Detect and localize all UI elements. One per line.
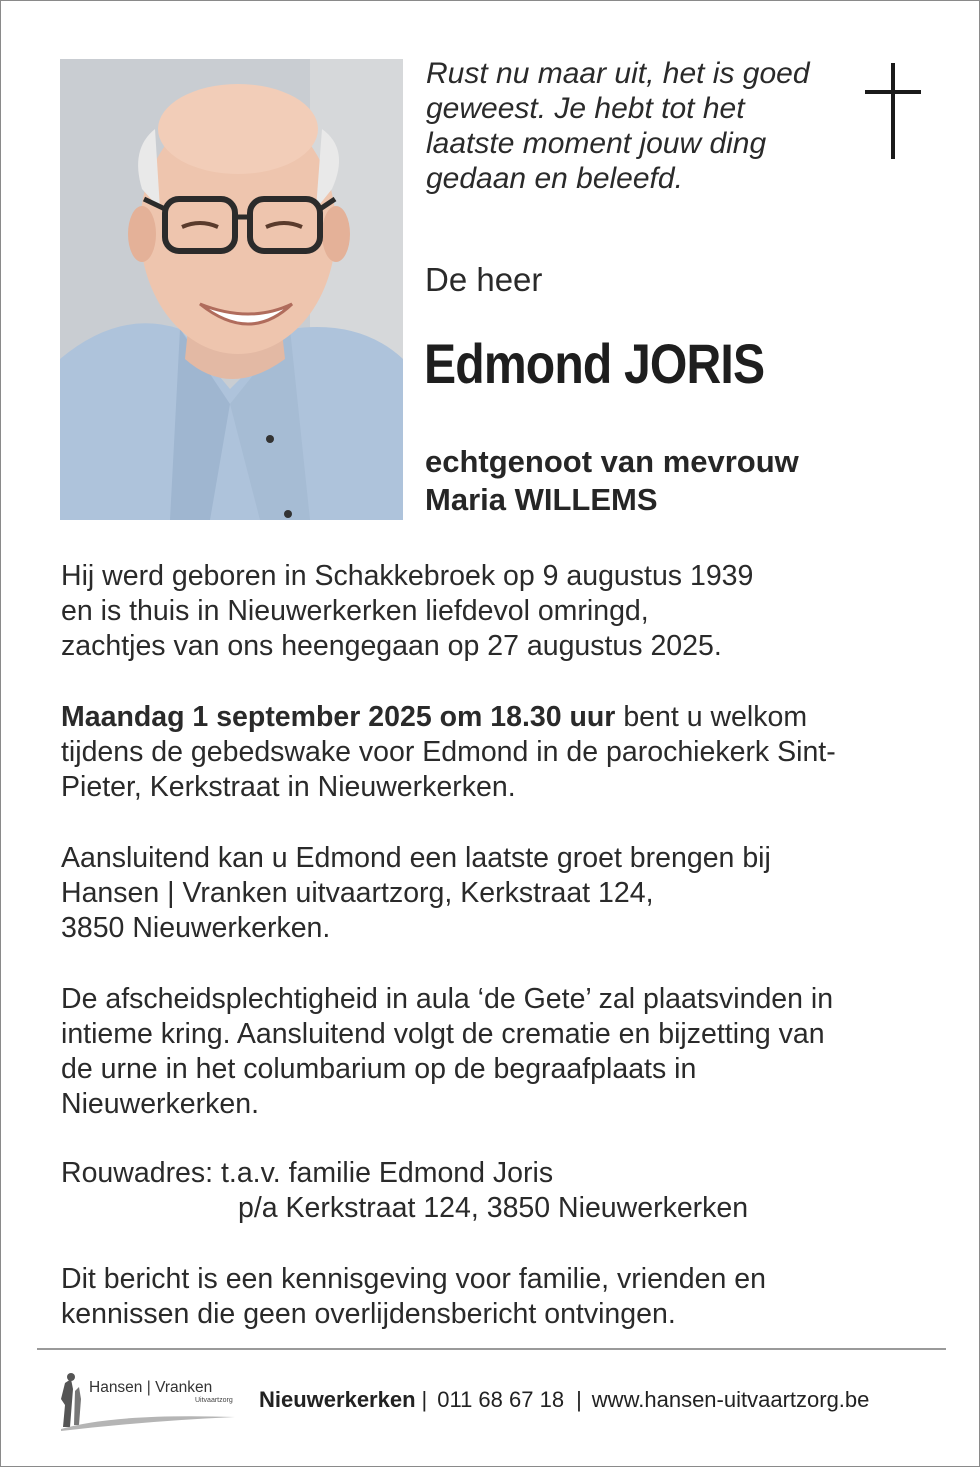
spouse-line: echtgenoot van mevrouw <box>425 444 799 479</box>
address-line: p/a Kerkstraat 124, 3850 Nieuwerkerken <box>238 1192 749 1224</box>
poem-line: laatste moment jouw ding <box>426 127 767 160</box>
footer-website-link[interactable]: www.hansen-uitvaartzorg.be <box>591 1387 870 1412</box>
birth-paragraph <box>61 559 921 664</box>
spouse-name: Maria WILLEMS <box>425 482 658 517</box>
portrait-photo <box>60 59 403 520</box>
text-line: intieme kring. Aansluitend volgt de crematie en bijzetting van <box>61 1018 825 1050</box>
wake-text: bent u welkom <box>615 701 808 733</box>
footer-location: Nieuwerkerken <box>259 1387 416 1412</box>
portrait-illustration <box>60 59 403 520</box>
wake-paragraph <box>61 700 921 805</box>
logo-name: Hansen | Vranken <box>89 1379 213 1396</box>
separator: | <box>421 1387 428 1412</box>
footer-phone[interactable]: 011 68 67 18 <box>437 1387 565 1412</box>
wake-datetime: Maandag 1 september 2025 om 18.30 uur <box>61 701 616 733</box>
text-line: Aansluitend kan u Edmond een laatste groet brengen bij <box>61 842 771 874</box>
text-line: kennissen die geen overlijdensbericht ontvingen. <box>61 1298 676 1330</box>
address-line: Rouwadres: t.a.v. familie Edmond Joris <box>61 1157 554 1189</box>
text-line: Hansen | Vranken uitvaartzorg, Kerkstraat 124, <box>61 877 654 909</box>
text-line: tijdens de gebedswake voor Edmond in de parochiekerk Sint- <box>61 736 836 768</box>
mourning-address <box>61 1156 921 1226</box>
separator: | <box>576 1387 582 1412</box>
notice-paragraph <box>61 1262 921 1332</box>
footer-divider <box>37 1348 946 1350</box>
text-line: Pieter, Kerkstraat in Nieuwerkerken. <box>61 771 516 803</box>
text-line: Hij werd geboren in Schakkebroek op 9 augustus 1939 <box>61 560 754 592</box>
poem-line: Rust nu maar uit, het is goed <box>426 57 810 90</box>
text-line: De afscheidsplechtigheid in aula ‘de Gete’ zal plaatsvinden in <box>61 983 834 1015</box>
salutation: De heer <box>425 261 543 298</box>
poem <box>426 56 846 196</box>
poem-line: geweest. Je hebt tot het <box>426 92 745 125</box>
text-line: en is thuis in Nieuwerkerken liefdevol omringd, <box>61 595 649 627</box>
text-line: 3850 Nieuwerkerken. <box>61 912 331 944</box>
cross-icon <box>863 63 923 166</box>
text-line: Dit bericht is een kennisgeving voor familie, vrienden en <box>61 1263 766 1295</box>
logo-subtitle: Uitvaartzorg <box>195 1397 233 1404</box>
text-line: zachtjes van ons heengegaan op 27 augustus 2025. <box>61 630 722 662</box>
poem-line: gedaan en beleefd. <box>426 162 683 195</box>
text-line: de urne in het columbarium op de begraafplaats in <box>61 1053 697 1085</box>
text-line: Nieuwerkerken. <box>61 1088 259 1120</box>
text-line <box>61 700 921 735</box>
ceremony-paragraph <box>61 982 921 1122</box>
deceased-name: Edmond JORIS <box>424 332 765 395</box>
spouse-info <box>425 443 799 519</box>
contact-bar <box>259 1387 869 1413</box>
farewell-paragraph <box>61 841 921 946</box>
